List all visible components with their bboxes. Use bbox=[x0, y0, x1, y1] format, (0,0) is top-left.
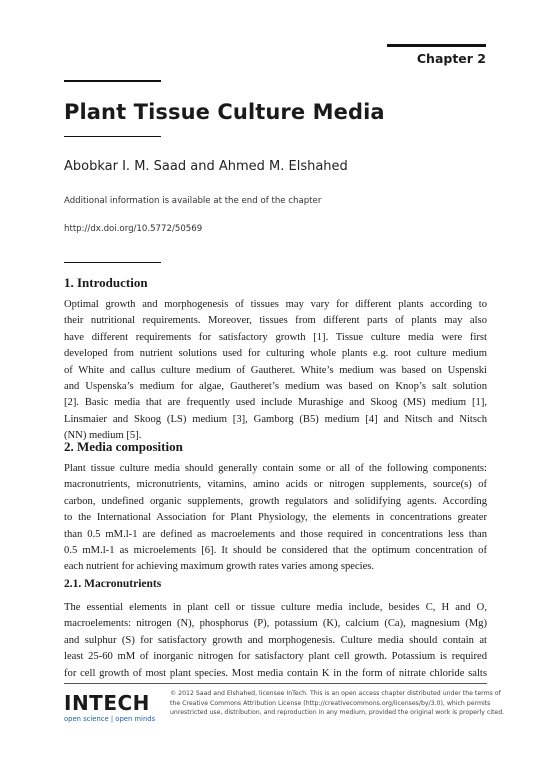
section-heading-media-composition: 2. Media composition bbox=[64, 439, 183, 454]
header-rule-top bbox=[387, 44, 486, 47]
text-line: and Uspenska’s medium for algae, Gautheret’s medium was based on Knop’s salt solution bbox=[64, 381, 487, 393]
footer-rule bbox=[64, 683, 487, 684]
text-line: each nutrient for achieving maximum growth rates varies among species. bbox=[64, 561, 375, 573]
text-line: developed from nutrient solutions used for culturing whole plants e.g. root culture medium bbox=[64, 348, 487, 360]
license-line: the Creative Commons Attribution License (http://creativecommons.org/licenses/by/3.0), which permits bbox=[170, 699, 491, 707]
chapter-label: Chapter 2 bbox=[416, 51, 486, 66]
text-line: have different requirements for satisfactory growth [1]. Tissue culture media were first bbox=[64, 331, 487, 343]
text-line: to the International Association for Plant Physiology, the elements in concentrations greater bbox=[64, 512, 487, 524]
text-line: and sulphur (S) for satisfactory growth and morphogenesis. Culture media should contain at bbox=[64, 634, 487, 646]
text-line: Linsmaier and Skoog (LS) medium [3], Gamborg (B5) medium [4] and Nitsch and Nitsch bbox=[64, 413, 487, 425]
author-line: Abobkar I. M. Saad and Ahmed M. Elshahed bbox=[64, 159, 348, 174]
logo-wordmark: INTECH bbox=[64, 691, 150, 715]
license-notice bbox=[170, 689, 505, 718]
text-line: macronutrients, micronutrients, vitamins, amino acids or nitrogen supplements, source(s) of bbox=[64, 479, 487, 491]
text-line: Optimal growth and morphogenesis of tissues may vary for different plants according to bbox=[64, 299, 487, 310]
license-line: unrestricted use, distribution, and reproduction in any medium, provided the original work is properly cited. bbox=[170, 709, 505, 716]
text-line: their nutritional requirements. Moreover, tissues from different parts of plants may also bbox=[64, 315, 487, 327]
paragraph-media-composition bbox=[64, 461, 487, 576]
chapter-title: Plant Tissue Culture Media bbox=[64, 100, 385, 124]
intro-rule bbox=[64, 262, 161, 263]
text-line: than 0.5 mM.l-1 are defined as macroelements and those required in concentrations less than bbox=[64, 528, 487, 540]
text-line: (NN) medium [5]. bbox=[64, 430, 142, 442]
title-rule-bottom bbox=[64, 136, 161, 137]
text-line: carbon, undefined organic supplements, growth regulators and solidifying agents. According bbox=[64, 495, 487, 507]
subsection-heading-macronutrients: 2.1. Macronutrients bbox=[64, 578, 162, 590]
section-heading-introduction: 1. Introduction bbox=[64, 275, 148, 290]
text-line: macroelements: nitrogen (N), phosphorus (P), potassium (K), calcium (Ca), magnesium (Mg) bbox=[64, 618, 487, 630]
text-line: The essential elements in plant cell or tissue culture media include, besides C, H and O, bbox=[64, 602, 487, 613]
paragraph-introduction bbox=[64, 297, 487, 445]
text-line: [2]. Basic media that are frequently used include Murashige and Skoog (MS) medium [1], bbox=[64, 397, 487, 409]
text-line: of White and callus culture medium of Gautheret. White’s medium was based on Uspenski bbox=[64, 364, 487, 376]
intech-logo bbox=[64, 693, 155, 723]
title-rule-top bbox=[64, 80, 161, 82]
logo-tagline: open science | open minds bbox=[64, 715, 156, 723]
paragraph-macronutrients bbox=[64, 600, 487, 682]
text-line: 0.5 mM.l-1 as microelements [6]. It should be considered that the optimum concentration of bbox=[64, 545, 487, 557]
doi-link[interactable]: http://dx.doi.org/10.5772/50569 bbox=[64, 224, 203, 234]
additional-info-note: Additional information is available at the end of the chapter bbox=[64, 196, 322, 206]
text-line: least 25-60 mM of inorganic nitrogen for satisfactory plant cell growth. Potassium is required bbox=[64, 651, 487, 663]
license-line: © 2012 Saad and Elshahed, licensee InTech. This is an open access chapter distributed under the terms of bbox=[170, 690, 501, 697]
text-line: for cell growth of most plant species. Most media contain K in the form of nitrate chloride salts bbox=[64, 667, 487, 679]
text-line: Plant tissue culture media should generally contain some or all of the following components: bbox=[64, 463, 487, 474]
